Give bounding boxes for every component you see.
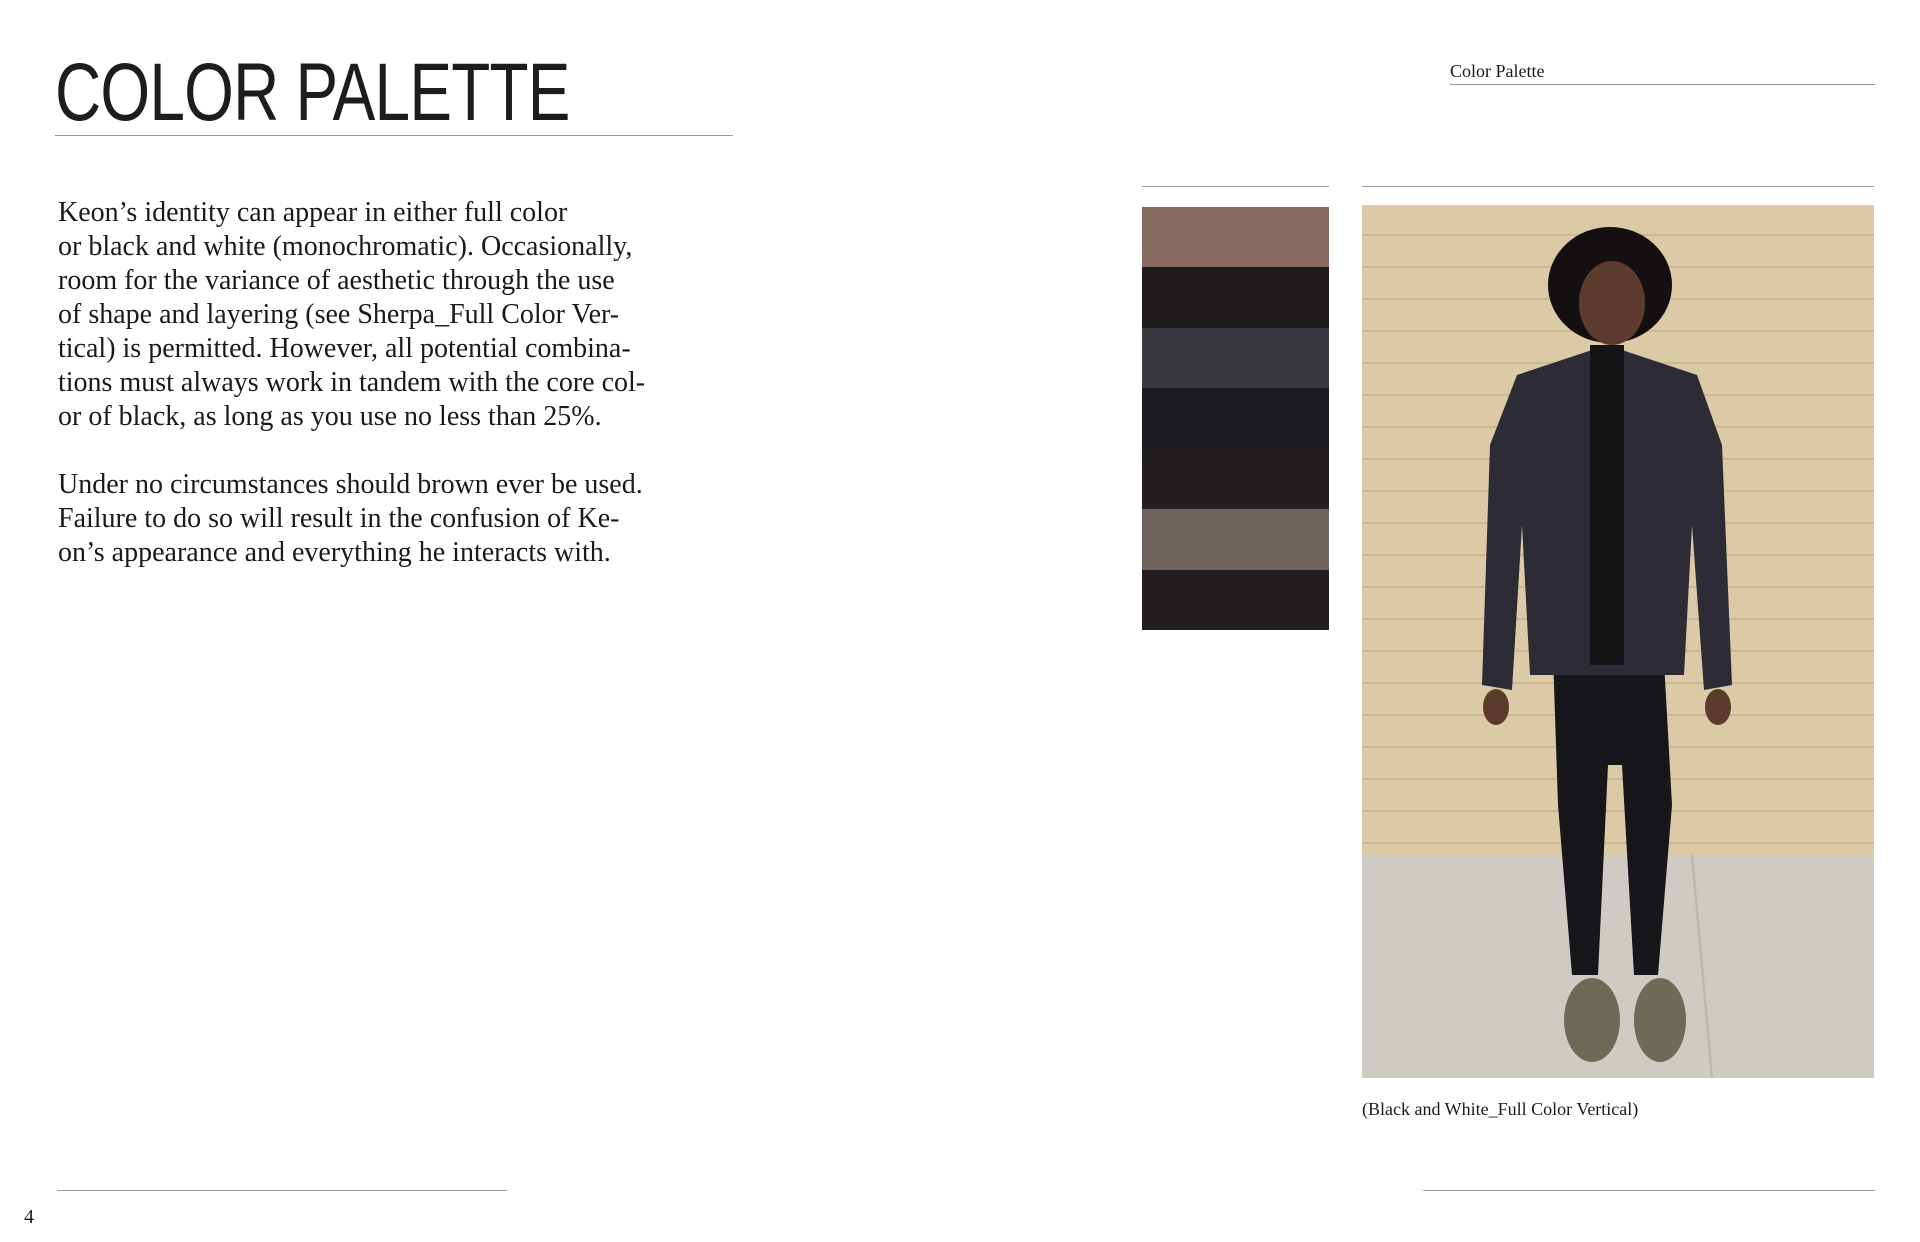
model-photo-illustration [1362, 205, 1874, 1078]
color-swatch-2 [1142, 267, 1329, 327]
text-line: tical) is permitted. However, all potential combina- [58, 333, 631, 364]
page-title: COLOR PALETTE [55, 47, 570, 138]
color-swatch-4 [1142, 388, 1329, 448]
turtleneck [1590, 345, 1624, 665]
model-photo [1362, 205, 1874, 1078]
body-copy [58, 196, 758, 604]
paragraph-1 [58, 196, 758, 434]
right-sneaker [1634, 978, 1686, 1062]
footer-rule-right [1423, 1190, 1875, 1191]
color-swatch-3 [1142, 328, 1329, 388]
face [1579, 261, 1645, 345]
text-line: of shape and layering (see Sherpa_Full Color Ver- [58, 299, 620, 330]
text-line: Failure to do so will result in the confusion of Ke- [58, 503, 620, 534]
color-swatch-7 [1142, 570, 1329, 630]
right-hand [1705, 689, 1731, 725]
text-line: Keon’s identity can appear in either full color [58, 197, 568, 228]
color-swatch-1 [1142, 207, 1329, 267]
running-head-rule [1450, 84, 1875, 85]
color-swatch-strip [1142, 207, 1329, 630]
left-hand [1483, 689, 1509, 725]
title-rule [55, 135, 733, 136]
text-line: room for the variance of aesthetic through the use [58, 265, 615, 296]
footer-rule-left [57, 1190, 507, 1191]
running-head: Color Palette [1450, 61, 1545, 81]
sidewalk [1362, 855, 1874, 1078]
page-number: 4 [24, 1206, 34, 1228]
photo-caption: (Black and White_Full Color Vertical) [1362, 1099, 1639, 1119]
text-line: or of black, as long as you use no less than 25%. [58, 401, 602, 432]
swatch-rule [1142, 186, 1329, 187]
text-line: Under no circumstances should brown ever be used. [58, 469, 643, 500]
text-line: or black and white (monochromatic). Occasionally, [58, 231, 633, 262]
color-swatch-5 [1142, 449, 1329, 509]
left-sneaker [1564, 978, 1620, 1062]
text-line: on’s appearance and everything he interacts with. [58, 537, 611, 568]
text-line: tions must always work in tandem with the core col- [58, 367, 646, 398]
paragraph-2 [58, 468, 758, 570]
photo-rule [1362, 186, 1874, 187]
color-swatch-6 [1142, 509, 1329, 569]
